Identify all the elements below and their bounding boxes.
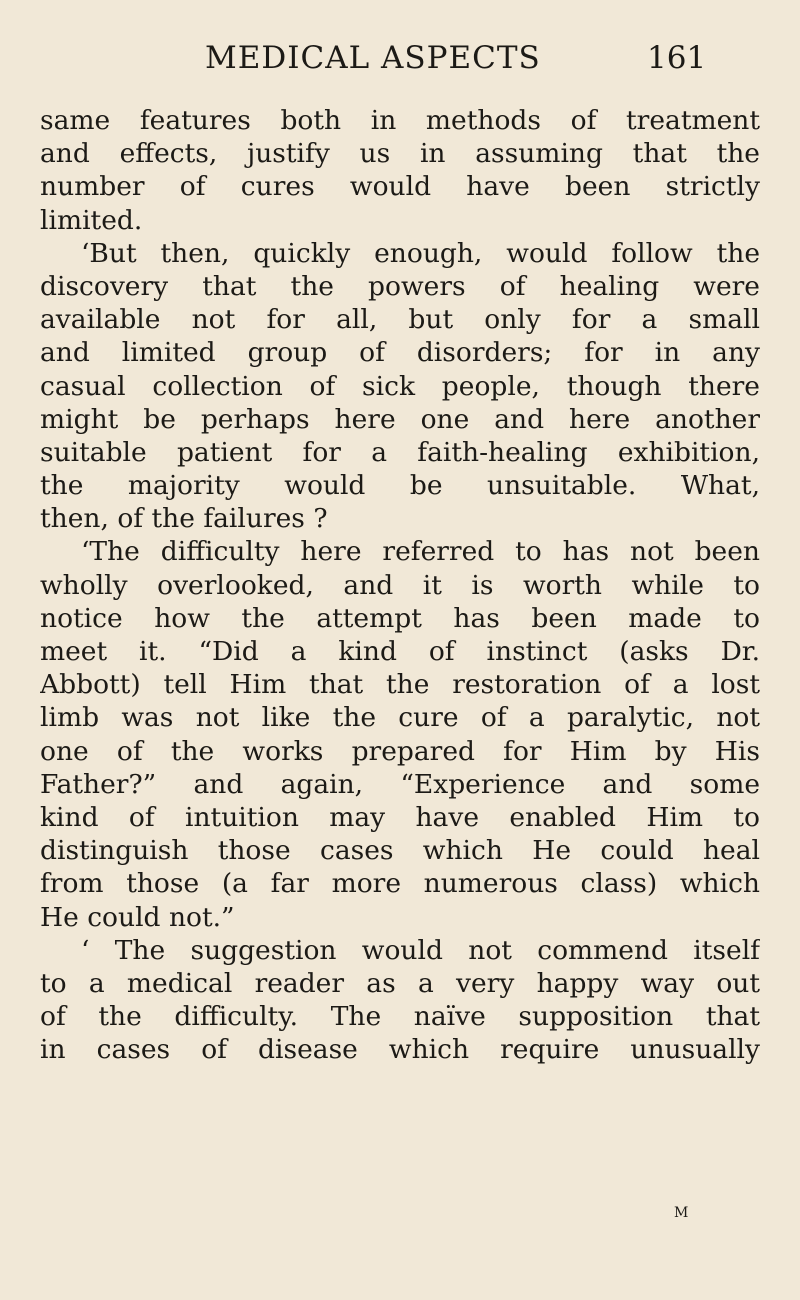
text-line: kind of intuition may have enabled Him to (40, 801, 760, 833)
text-line: of the difficulty. The naïve supposition that (40, 1001, 760, 1033)
running-title: MEDICAL ASPECTS (205, 40, 541, 76)
text-line: meet it. “Did a kind of instinct (asks Dr. (40, 636, 760, 667)
body-text (40, 104, 760, 1066)
text-line: and limited group of disorders; for in any (40, 337, 760, 369)
text-line: number of cures would have been strictly (40, 171, 760, 203)
text-line: ‘ The suggestion would not commend itself (81, 934, 760, 966)
text-line: in cases of disease which require unusually (40, 1034, 760, 1066)
text-line: He could not.” (40, 901, 235, 933)
text-line: available not for all, but only for a small (40, 304, 760, 336)
text-line: casual collection of sick people, though there (40, 370, 760, 402)
text-line: Father?” and again, “Experience and some (40, 768, 760, 800)
text-line: the majority would be unsuitable. What, (40, 470, 760, 502)
text-line: from those (a far more numerous class) which (40, 868, 760, 900)
text-line: limited. (40, 204, 143, 236)
text-line: ‘But then, quickly enough, would follow the (81, 237, 760, 269)
running-head (0, 36, 800, 80)
text-line: Abbott) tell Him that the restoration of a lost (40, 669, 760, 701)
text-line: might be perhaps here one and here another (40, 403, 760, 435)
text-line: one of the works prepared for Him by His (40, 735, 760, 767)
text-line: wholly overlooked, and it is worth while to (40, 569, 760, 601)
signature-mark: M (674, 1205, 690, 1221)
text-line: discovery that the powers of healing were (40, 270, 760, 302)
text-line: limb was not like the cure of a paralytic, not (40, 702, 760, 734)
text-line: then, of the failures ? (40, 503, 328, 535)
text-line: notice how the attempt has been made to (40, 602, 760, 634)
text-line: distinguish those cases which He could heal (40, 835, 760, 867)
text-line: suitable patient for a faith-healing exhibition, (40, 436, 760, 468)
text-line: same features both in methods of treatment (40, 105, 760, 136)
text-line: ‘The difficulty here referred to has not been (81, 536, 760, 568)
text-line: to a medical reader as a very happy way out (40, 967, 760, 999)
page-number: 161 (647, 40, 707, 76)
text-line: and effects, justify us in assuming that the (40, 138, 760, 170)
